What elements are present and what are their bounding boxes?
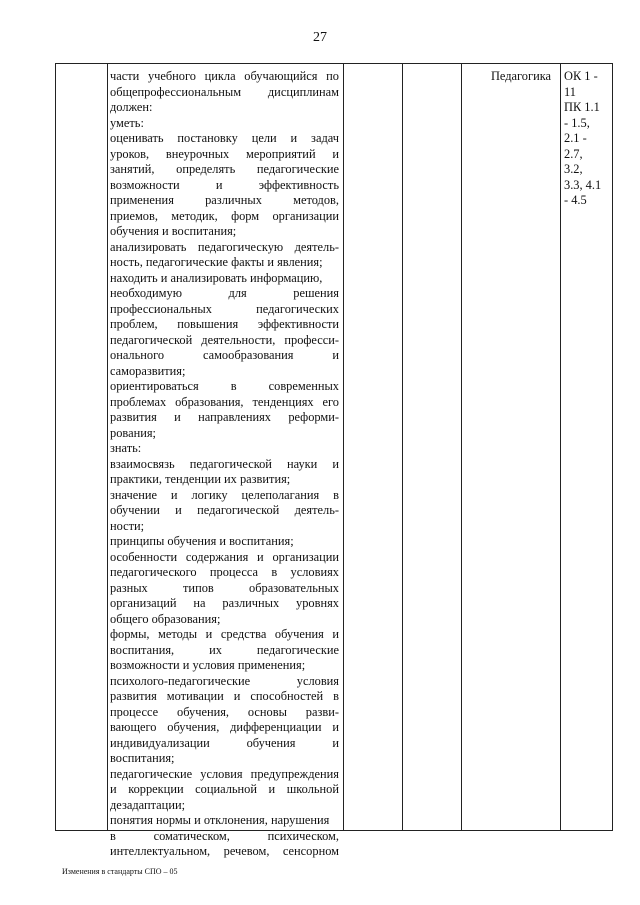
- column-divider: [343, 64, 344, 830]
- text-line: педагогического процесса в условиях: [110, 565, 339, 579]
- competency-table: [55, 63, 613, 858]
- competency-code: 2.1 -: [564, 131, 587, 145]
- text-line: интеллектуальном, речевом, сенсорном: [110, 844, 339, 858]
- text-line: процессе обучения, основы разви-: [110, 704, 339, 719]
- column-divider: [402, 64, 403, 830]
- text-line: оценивать постановку цели и задач: [110, 131, 339, 145]
- text-line: обучении и педагогической деятель-: [110, 503, 339, 517]
- text-line: разных типов образовательных: [110, 580, 339, 595]
- competency-code: 2.7,: [564, 146, 583, 161]
- text-line: педагогические условия предупреждения: [110, 766, 339, 781]
- text-line: воспитания;: [110, 751, 175, 765]
- text-line: воспитания, их педагогические: [110, 642, 339, 657]
- competency-code: - 1.5,: [564, 115, 590, 130]
- footer-note: Изменения в стандарты СПО – 05: [62, 867, 178, 876]
- text-line: организаций на различных уровнях: [110, 596, 339, 610]
- column-divider: [560, 64, 561, 830]
- text-line: должен:: [110, 100, 153, 114]
- text-line: проблемах образования, тенденциях его: [110, 394, 339, 409]
- competency-code: 11: [564, 84, 576, 99]
- text-line: необходимую для решения: [110, 286, 339, 300]
- text-line: саморазвития;: [110, 363, 186, 378]
- text-line: принципы обучения и воспитания;: [110, 534, 294, 548]
- text-line: проблем, повышения эффективности: [110, 317, 339, 331]
- text-line: ориентироваться в современных: [110, 379, 339, 393]
- text-line: общего образования;: [110, 611, 221, 626]
- text-line: понятия нормы и отклонения, нарушения: [110, 813, 330, 827]
- text-line: взаимосвязь педагогической науки и: [110, 456, 339, 471]
- text-line: в соматическом, психическом,: [110, 828, 339, 843]
- column-divider: [461, 64, 462, 830]
- text-line: вающего обучения, дифференциации и: [110, 720, 339, 734]
- text-line: особенности содержания и организации: [110, 549, 339, 564]
- text-line: уметь:: [110, 115, 144, 130]
- text-line: обучения и воспитания;: [110, 224, 237, 238]
- text-line: и коррекции социальной и школьной: [110, 782, 339, 796]
- column-divider: [107, 64, 108, 830]
- subject-cell: Педагогика: [490, 69, 552, 83]
- competency-code: 3.2,: [564, 162, 583, 176]
- text-line: приемов, методик, форм организации: [110, 208, 339, 223]
- text-line: психолого-педагогические условия: [110, 673, 339, 688]
- text-line: развития и направлениях реформи-: [110, 410, 339, 424]
- competency-codes-cell: [564, 69, 610, 209]
- text-line: части учебного цикла обучающийся по: [110, 69, 339, 83]
- text-line: находить и анализировать информацию,: [110, 270, 323, 285]
- text-line: уроков, внеурочных мероприятий и: [110, 146, 339, 161]
- competency-code: 3.3, 4.1: [564, 177, 602, 192]
- competency-code: - 4.5: [564, 193, 587, 207]
- text-line: ность, педагогические факты и явления;: [110, 255, 323, 269]
- text-line: применения различных методов,: [110, 193, 339, 207]
- text-line: индивидуализации обучения и: [110, 735, 339, 750]
- text-line: дезадаптации;: [110, 797, 186, 812]
- text-line: возможности и эффективность: [110, 177, 339, 192]
- text-line: профессиональных педагогических: [110, 301, 339, 316]
- competency-code: ПК 1.1: [564, 100, 600, 114]
- text-line: формы, методы и средства обучения и: [110, 627, 339, 641]
- competency-code: ОК 1 -: [564, 69, 598, 83]
- text-line: значение и логику целеполагания в: [110, 487, 339, 502]
- text-line: знать:: [110, 441, 142, 455]
- text-line: рования;: [110, 425, 156, 440]
- competency-description-cell: [110, 69, 339, 860]
- text-line: ности;: [110, 518, 145, 533]
- text-line: педагогической деятельности, професси-: [110, 332, 339, 347]
- text-line: практики, тенденции их развития;: [110, 472, 291, 486]
- text-line: анализировать педагогическую деятель-: [110, 239, 339, 254]
- text-line: занятий, определять педагогические: [110, 162, 339, 176]
- page-number: 27: [313, 30, 327, 45]
- text-line: возможности и условия применения;: [110, 658, 306, 672]
- text-line: общепрофессиональным дисциплинам: [110, 84, 339, 99]
- text-line: онального самообразования и: [110, 348, 339, 362]
- text-line: развития мотивации и способностей в: [110, 689, 339, 703]
